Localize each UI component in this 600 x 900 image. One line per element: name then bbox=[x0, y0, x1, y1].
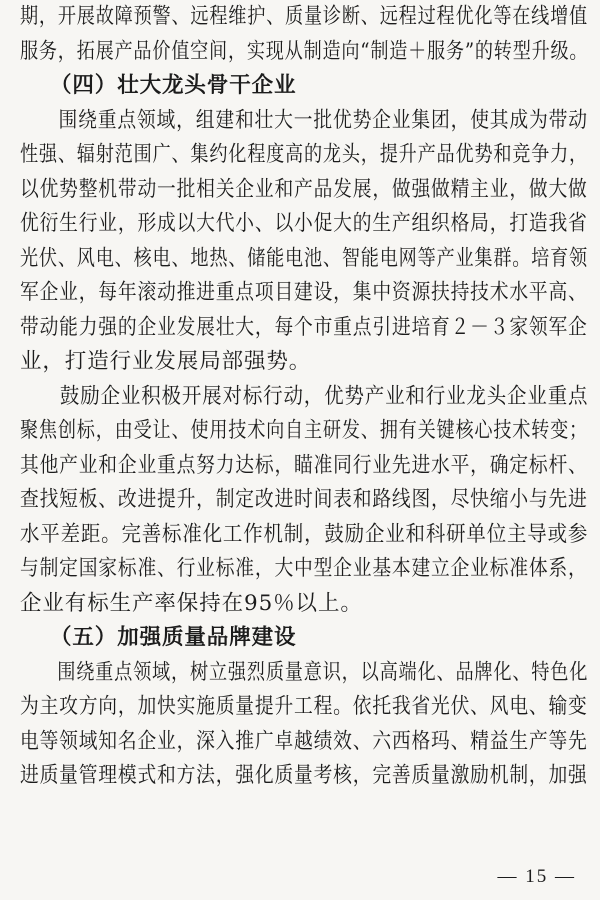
paragraph bbox=[20, 380, 588, 622]
page-number: — 15 — bbox=[497, 866, 576, 887]
text-line: 为主攻方向，加快实施质量提升工程。依托我省光伏、风电、输变 bbox=[20, 694, 588, 719]
text-line: 其他产业和企业重点努力达标，瞄准同行业先进水平，确定标杆、 bbox=[20, 452, 588, 478]
paragraph bbox=[20, 104, 588, 380]
text-line: 光伏、风电、核电、地热、储能电池、智能电网等产业集群。培育领 bbox=[20, 245, 588, 271]
paragraph bbox=[20, 656, 588, 794]
text-line: 围绕重点领域，树立强烈质量意识，以高端化、品牌化、特色化 bbox=[57, 659, 589, 685]
text-line: 查找短板、改进提升，制定改进时间表和路线图，尽快缩小与先进 bbox=[20, 487, 588, 512]
text-line: 服务，拓展产品价值空间，实现从制造向“制造＋服务”的转型升级。 bbox=[20, 38, 589, 64]
text-line: 鼓励企业积极开展对标行动，优势产业和行业龙头企业重点 bbox=[59, 383, 589, 409]
section-heading: （四）壮大龙头骨干企业 bbox=[50, 73, 297, 98]
paragraph bbox=[20, 0, 588, 69]
text-line: 围绕重点领域，组建和壮大一批优势企业集团，使其成为带动 bbox=[58, 107, 588, 133]
text-line: 水平差距。完善标准化工作机制，鼓励企业和科研单位主导或参 bbox=[20, 521, 589, 547]
text-line: 业，打造行业发展局部强势。 bbox=[20, 349, 312, 374]
section-heading: （五）加强质量品牌建设 bbox=[50, 625, 297, 650]
text-line: 与制定国家标准、行业标准，大中型企业基本建立企业标准体系， bbox=[20, 556, 588, 581]
body-text bbox=[20, 0, 588, 794]
text-line: 以优势整机带动一批相关企业和产品发展，做强做精主业，做大做 bbox=[20, 176, 588, 202]
text-line: 性强、辐射范围广、集约化程度高的龙头，提升产品优势和竞争力， bbox=[20, 142, 588, 167]
text-line: 期，开展故障预警、远程维护、质量诊断、远程过程优化等在线增值 bbox=[20, 4, 588, 29]
text-line: 军企业，每年滚动推进重点项目建设，集中资源扶持技术水平高、 bbox=[20, 280, 588, 305]
text-line: 带动能力强的企业发展壮大，每个市重点引进培育２－３家领军企 bbox=[20, 314, 588, 340]
text-line: 聚焦创标，由受让、使用技术向自主研发、拥有关键核心技术转变； bbox=[20, 418, 588, 443]
text-line: 电等领域知名企业，深入推广卓越绩效、六西格玛、精益生产等先 bbox=[20, 728, 588, 754]
text-line: 进质量管理模式和方法，强化质量考核，完善质量激励机制，加强 bbox=[20, 763, 588, 788]
text-line: 企业有标生产率保持在95％以上。 bbox=[20, 590, 363, 616]
text-line: 优衍生行业，形成以大代小、以小促大的生产组织格局，打造我省 bbox=[20, 211, 588, 236]
